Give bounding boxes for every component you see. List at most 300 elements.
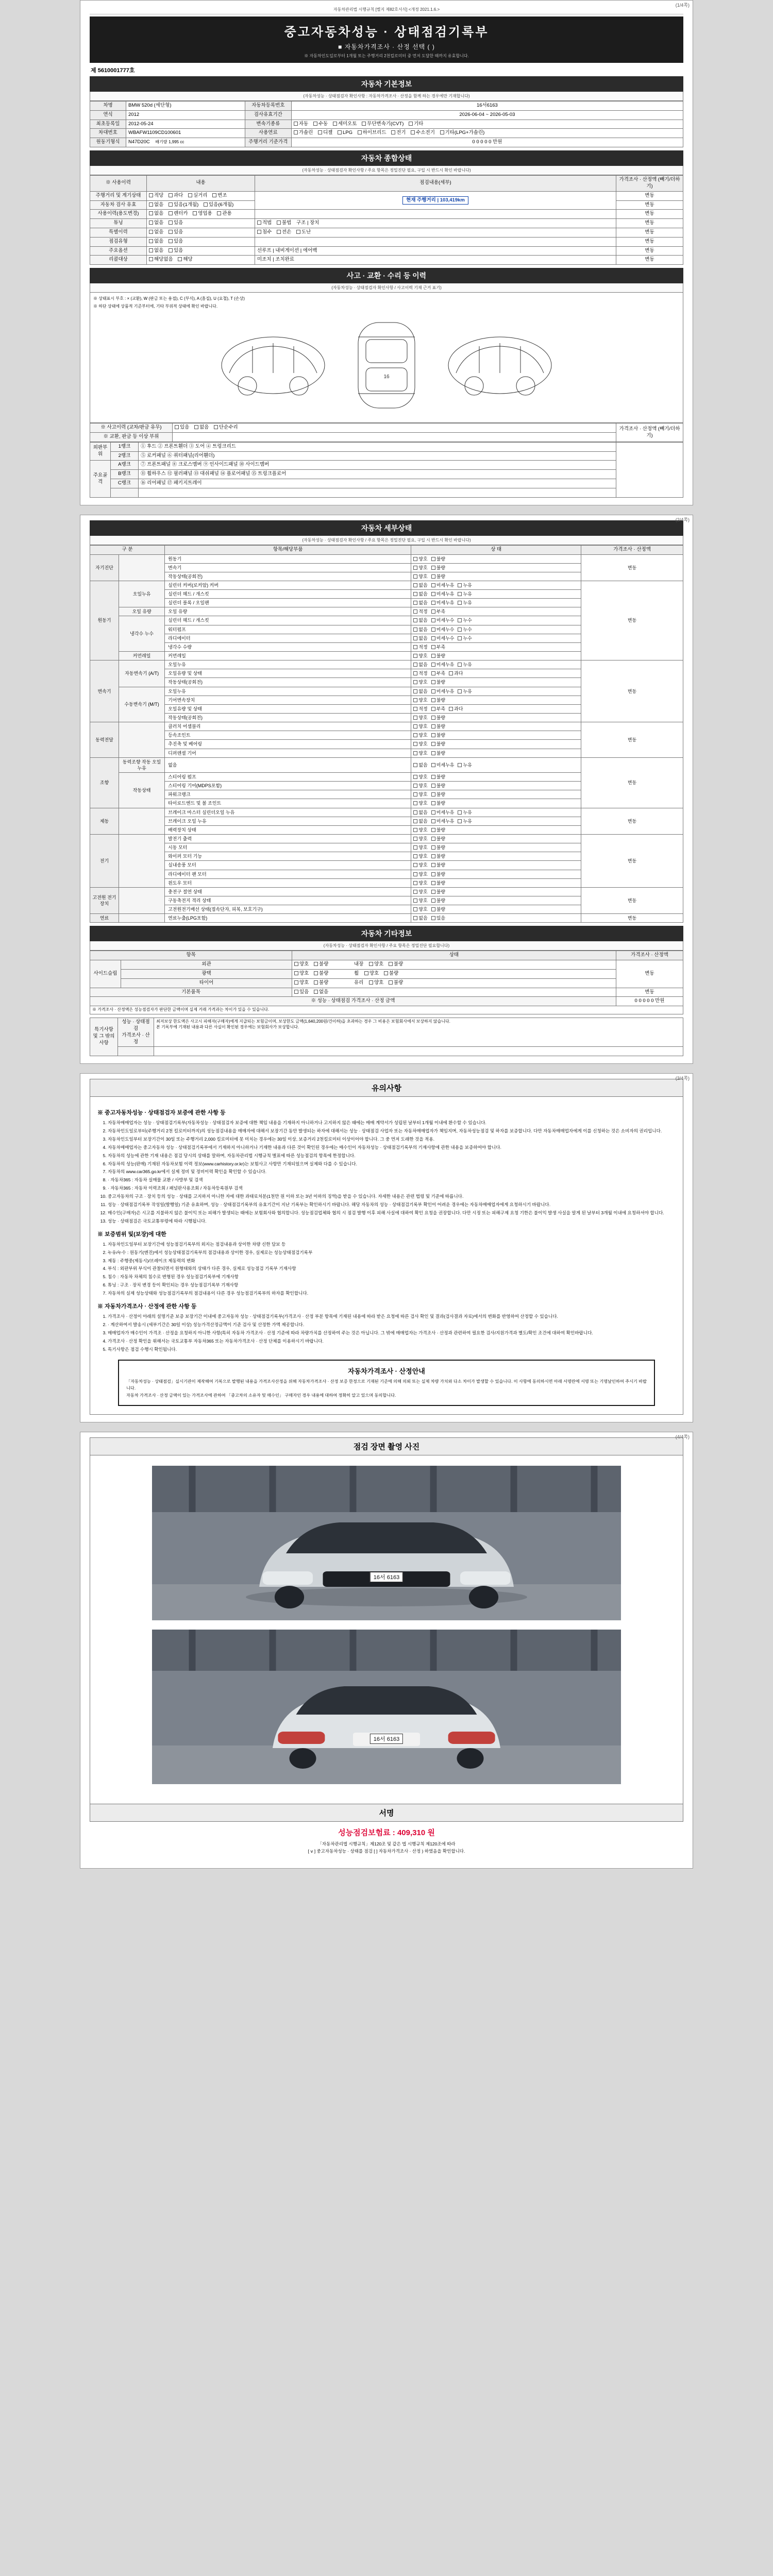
detail-item-options — [411, 808, 581, 817]
checkbox-option[interactable]: 하이브리드 — [358, 130, 386, 137]
checkbox-option[interactable]: 없음 — [413, 809, 427, 816]
notice-list-item: 4. 자동차매매업자는 중고자동차 성능 · 상태점검기록부에서 기재하지 아니하거나 기재한 내용과 다른 것이 확인된 경우에는 매수인이 자동차성능 · 상태점검기록부의 기재사항에 관한 내용을 보증하여야 합니다. — [108, 1144, 676, 1151]
checkbox-option[interactable]: 양호 — [413, 862, 427, 868]
price-adjust-note: 변동 — [616, 988, 683, 997]
notice-heading-1: ※ 중고자동차성능 · 상태점검자 보증에 관한 사항 등 — [97, 1110, 226, 1116]
table-row — [90, 554, 683, 563]
checkbox-option[interactable]: 없음 — [413, 582, 427, 588]
price-adjust-note: 변동 — [616, 191, 683, 200]
table-row — [90, 110, 683, 120]
detail-item-options — [411, 896, 581, 905]
table-row — [90, 1018, 683, 1047]
checkbox-option[interactable]: 양호 — [413, 836, 427, 842]
section-etc-note: (자동차성능 · 상태점검자 확인사항 / 주요 항목은 정밀진단 필요합니다) — [90, 941, 683, 951]
detail-item-label: 냉각수 수량 — [165, 642, 411, 651]
checkbox-option[interactable]: 불량 — [389, 961, 403, 968]
table-row — [90, 228, 683, 237]
field-value: WBAFW1109CD100601 — [126, 129, 245, 138]
checkbox-option[interactable]: 있음(6개월) — [204, 202, 233, 209]
checkbox-option[interactable]: 미세누유 — [431, 591, 455, 597]
detail-item-options — [411, 749, 581, 757]
checkbox-option[interactable]: 미세누수 — [431, 626, 455, 633]
checkbox-option[interactable]: 미세누유 — [431, 600, 455, 606]
checkbox-option[interactable]: 없음 — [413, 662, 427, 668]
table-row — [90, 808, 683, 817]
document-footer — [90, 1840, 683, 1861]
detail-item-options — [411, 642, 581, 651]
total-value: 0 0 0 0 0 만원 — [616, 997, 683, 1006]
checkbox-option[interactable]: 없음 — [149, 229, 163, 236]
checkbox-option[interactable]: 양호 — [413, 715, 427, 721]
checkbox-option[interactable]: 불량 — [431, 783, 445, 789]
row-options — [173, 423, 616, 433]
checkbox-option[interactable]: 가솔린 — [294, 130, 313, 137]
checkbox-option[interactable]: 없음 — [413, 818, 427, 824]
checkbox-option[interactable]: 있음 — [431, 915, 445, 921]
checkbox-option[interactable]: 불량 — [431, 791, 445, 798]
checkbox-option[interactable]: 양호 — [364, 971, 379, 977]
table-row — [90, 887, 683, 896]
price-adjust-note: 변동 — [581, 554, 683, 581]
detail-item-options — [411, 625, 581, 634]
table-row — [90, 479, 683, 488]
checkbox-option[interactable]: 양호 — [413, 880, 427, 886]
checkbox-option[interactable]: 양호 — [294, 961, 309, 968]
checkbox-option[interactable]: 해당없음 — [149, 257, 173, 263]
checkbox-option[interactable]: 불량 — [389, 980, 403, 987]
row-options — [147, 256, 255, 265]
checkbox-option[interactable]: 불량 — [431, 741, 445, 747]
checkbox-option[interactable]: 누유 — [458, 582, 472, 588]
checkbox-option[interactable]: 디젤 — [318, 130, 332, 137]
table-row — [90, 191, 683, 200]
checkbox-option[interactable]: 양호 — [413, 844, 427, 851]
field-label: 차명 — [90, 101, 126, 111]
detail-item-label: 연료누출(LPG포함) — [165, 914, 411, 923]
checkbox-option[interactable]: 전기 — [391, 130, 406, 137]
checkbox-option[interactable]: 불량 — [431, 565, 445, 571]
checkbox-option[interactable]: 관용 — [217, 211, 231, 217]
checkbox-option[interactable]: 양호 — [413, 741, 427, 747]
license-plate-front: 16서 6163 — [370, 1572, 403, 1582]
checkbox-option[interactable]: 양호 — [413, 800, 427, 806]
detail-item-options — [411, 669, 581, 678]
detail-item-options — [411, 678, 581, 687]
detail-item-options — [411, 835, 581, 843]
rank-label: 1랭크 — [111, 442, 139, 451]
checkbox-option[interactable]: 양호 — [294, 971, 309, 977]
checkbox-option[interactable]: 적법 — [257, 220, 272, 227]
checkbox-option[interactable]: 적당 — [149, 193, 163, 199]
row-options — [147, 200, 255, 210]
table-row — [90, 1047, 683, 1056]
checkbox-option[interactable]: 양호 — [413, 791, 427, 798]
rank-label — [111, 488, 139, 497]
notice-list-item: 5. 특기사항은 점검 수행시 확인됩니다. — [108, 1346, 676, 1353]
checkbox-option[interactable]: 없음 — [314, 989, 328, 996]
checkbox-option[interactable]: 미세누수 — [431, 635, 455, 641]
detail-group-label: 조향 — [90, 757, 119, 808]
accident-diagram-wrap — [90, 293, 683, 423]
section-basic-title: 자동차 기본정보 — [90, 76, 683, 92]
checkbox-option[interactable]: 불량 — [431, 889, 445, 895]
detail-item-label: 시동 모터 — [165, 843, 411, 852]
checkbox-option[interactable]: 미세누유 — [431, 582, 455, 588]
checkbox-option[interactable]: 불량 — [384, 971, 398, 977]
checkbox-option[interactable]: 있음 — [169, 220, 183, 227]
total-note: ※ 가격조사 · 산정액은 성능점검자가 판단한 금액이며 실제 거래 가격과는 차이가 있을 수 있습니다. — [90, 1006, 683, 1014]
detail-item-options — [411, 714, 581, 722]
checkbox-option[interactable]: 양호 — [413, 565, 427, 571]
detail-item-options — [411, 722, 581, 731]
col-header: 가격조사 · 산정액 (빼기/더하기) — [616, 176, 683, 192]
checkbox-option[interactable]: 없음 — [413, 626, 427, 633]
checkbox-option[interactable]: 양호 — [413, 774, 427, 780]
checkbox-option[interactable]: 불량 — [431, 723, 445, 730]
checkbox-option[interactable]: 영업용 — [193, 211, 212, 217]
detail-item-options — [411, 652, 581, 660]
table-row — [90, 451, 683, 461]
row-label: 튜닝 — [90, 219, 147, 228]
table-row — [90, 722, 683, 731]
table-row — [90, 246, 683, 256]
checkbox-option[interactable]: 양호 — [413, 697, 427, 703]
checkbox-option[interactable]: 누유 — [458, 591, 472, 597]
checkbox-option[interactable]: 양호 — [413, 573, 427, 580]
detail-item-options — [411, 782, 581, 790]
checkbox-option[interactable]: 미세누유 — [431, 688, 455, 694]
checkbox-option[interactable]: 수소전기 — [411, 130, 435, 137]
license-plate-rear: 16서 6163 — [370, 1734, 403, 1744]
checkbox-option[interactable]: 불량 — [431, 750, 445, 756]
row-label: 광택 — [121, 970, 292, 979]
notice-list-item: 3. 자동차인도일부터 보장기간이 30일 또는 주행거리 2,000 킬로미터에 못 미치는 경우에는 30일 이상, 보증거리 2천킬로미터 이상이어야 합니다. 그 중 먼저 도래한 것을 적용. — [108, 1136, 676, 1143]
checkbox-option[interactable]: 양호 — [413, 889, 427, 895]
checkbox-option[interactable]: 있음 — [169, 248, 183, 255]
detail-item-label: 충전구 절연 상태 — [165, 887, 411, 896]
table-row — [90, 960, 683, 970]
checkbox-option[interactable]: 누유 — [458, 809, 472, 816]
detail-item-label: 실린더 블록 / 오일팬 — [165, 599, 411, 607]
checkbox-option[interactable]: 있음 — [169, 229, 183, 236]
checkbox-option[interactable]: 단순수리 — [214, 425, 238, 431]
checkbox-option[interactable]: 없음 — [149, 220, 163, 227]
checkbox-option[interactable]: 과다 — [449, 706, 463, 712]
checkbox-option[interactable]: 없음 — [149, 248, 163, 255]
checkbox-option[interactable]: 양호 — [413, 871, 427, 877]
special-left-label-2 — [118, 1047, 154, 1056]
checkbox-option[interactable]: 불량 — [431, 573, 445, 580]
checkbox-option[interactable]: 불량 — [431, 679, 445, 685]
checkbox-option[interactable]: 없음 — [194, 425, 209, 431]
detail-item-options — [411, 599, 581, 607]
rank-parts: ① 후드 ② 프론트휀더 ③ 도어 ④ 트렁크리드 — [139, 442, 616, 451]
checkbox-option[interactable]: 없음 — [413, 635, 427, 641]
col-header: 항목 — [90, 951, 292, 960]
table-header-row — [90, 176, 683, 192]
checkbox-option[interactable]: 미세누유 — [431, 762, 455, 768]
checkbox-option[interactable]: 누유 — [458, 688, 472, 694]
checkbox-option[interactable]: 부족 — [431, 608, 445, 615]
rank-label: A랭크 — [111, 461, 139, 470]
col-header: 가격조사 · 산정액 — [616, 951, 683, 960]
checkbox-option[interactable]: 없음 — [413, 762, 427, 768]
field-value: 2012 — [126, 110, 245, 120]
checkbox-option[interactable]: 양호 — [413, 723, 427, 730]
accident-summary-table — [90, 423, 683, 442]
checkbox-option[interactable]: 렌터카 — [169, 211, 188, 217]
checkbox-option[interactable]: 누수 — [458, 626, 472, 633]
detail-item-label: 오일유량 및 상태 — [165, 704, 411, 713]
checkbox-option[interactable]: 실거리 — [188, 193, 208, 199]
checkbox-option[interactable]: 양호 — [294, 980, 309, 987]
checkbox-option[interactable]: 적정 — [413, 644, 427, 650]
detail-group-label: 연료 — [90, 914, 119, 923]
diagram-legend-2: ※ 하단 상태에 상품적 기준부터에, 기타 부위적 상태에 확인 바랍니다. — [93, 304, 218, 309]
checkbox-option[interactable]: 불량 — [431, 697, 445, 703]
checkbox-option[interactable]: 변조 — [212, 193, 227, 199]
table-row — [90, 461, 683, 470]
detail-item-options — [411, 790, 581, 799]
checkbox-option[interactable]: 없음 — [413, 617, 427, 623]
field-label: 연식 — [90, 110, 126, 120]
checkbox-option[interactable]: 양호 — [413, 556, 427, 562]
rank-parts — [139, 488, 616, 497]
checkbox-option[interactable]: 양호 — [413, 853, 427, 859]
detail-item-options — [411, 878, 581, 887]
detail-item-label: 라디에이터 팬 모터 — [165, 870, 411, 878]
checkbox-option[interactable]: 적정 — [413, 670, 427, 676]
checkbox-option[interactable]: 불량 — [431, 732, 445, 738]
table-row — [90, 423, 683, 433]
checkbox-option[interactable]: 양호 — [413, 897, 427, 904]
checkbox-option[interactable]: 불량 — [431, 853, 445, 859]
detail-item-options — [411, 687, 581, 696]
checkbox-option[interactable]: 불량 — [431, 862, 445, 868]
detail-subgroup-label — [119, 554, 165, 581]
special-left-label: 성능 · 상태점검 가격조사 · 산정 — [118, 1018, 154, 1047]
price-adjust-note: 변동 — [616, 200, 683, 210]
checkbox-option[interactable]: 미세누수 — [431, 617, 455, 623]
detail-table-body — [90, 554, 683, 923]
table-row — [90, 138, 683, 147]
checkbox-option[interactable]: 없음 — [413, 600, 427, 606]
checkbox-option[interactable]: 없음 — [413, 915, 427, 921]
checkbox-option[interactable]: 부족 — [431, 644, 445, 650]
table-row — [90, 660, 683, 669]
price-adjust-note: 변동 — [616, 219, 683, 228]
checkbox-option[interactable]: 불량 — [431, 880, 445, 886]
checkbox-option[interactable]: 양호 — [369, 980, 383, 987]
rank-label: 2랭크 — [111, 451, 139, 461]
checkbox-option[interactable]: 없음 — [149, 239, 163, 245]
checkbox-option[interactable]: 불량 — [431, 774, 445, 780]
page-4 — [80, 1432, 693, 1869]
checkbox-option[interactable]: 기타(LPG+가솔린) — [440, 130, 485, 137]
detail-item-label: 구동축전지 격리 상태 — [165, 896, 411, 905]
detail-item-label: 클러치 어셈블리 — [165, 722, 411, 731]
table-header-row — [90, 545, 683, 554]
row-label: 주행거리 및 계기상태 — [90, 191, 147, 200]
fee-value: 409,310 원 — [397, 1828, 435, 1838]
checkbox-option[interactable]: 없음 — [413, 688, 427, 694]
col-header: 가격조사 · 산정액 — [581, 545, 683, 554]
checkbox-option[interactable]: 불량 — [431, 556, 445, 562]
consent-text-2: 자동차 가격조사 · 산정 금액이 있는 가격조사에 관하여 「중고차의 소유자 및 매수인」 구매자인 경우 내용에 대하여 정확히 알고 있으며 동의합니다. — [126, 1393, 396, 1398]
checkbox-option[interactable]: 불량 — [431, 827, 445, 833]
checkbox-option[interactable]: 부족 — [431, 706, 445, 712]
checkbox-option[interactable]: 과다 — [169, 193, 183, 199]
page-1 — [80, 0, 693, 505]
checkbox-option[interactable]: 불법 — [277, 220, 291, 227]
checkbox-option[interactable]: 누유 — [458, 762, 472, 768]
checkbox-option[interactable]: 세미오토 — [333, 121, 357, 128]
detail-subgroup-label: 작동상태 — [119, 773, 165, 808]
checkbox-option[interactable]: 누유 — [458, 662, 472, 668]
checkbox-option[interactable]: 양호 — [413, 679, 427, 685]
signature-title: 서명 — [90, 1804, 683, 1822]
detail-item-options — [411, 757, 581, 772]
table-row — [90, 488, 683, 497]
notice-list-item: 6. 자동차의 성능(판매) 기재된 자동차보험 이력 정보(www.carhistory.or.kr)는 보험사고 사항만 기재되었으며 실제와 다를 수 있습니다. — [108, 1161, 676, 1167]
special-notes-label: 특기사항 및 그 밖의 사항 — [90, 1018, 118, 1056]
field-value-engine-type: N47D20C 배기량 1,995 cc — [126, 138, 245, 147]
row-options: 양호 불량 내장 양호 불량 — [292, 960, 616, 970]
field-label-displacement: 배기량 — [155, 140, 167, 145]
table-row — [90, 757, 683, 772]
checkbox-option[interactable]: 양호 — [413, 732, 427, 738]
field-value-transmission — [291, 120, 683, 129]
price-adjust-note: 변동 — [616, 237, 683, 246]
checkbox-option[interactable]: 불량 — [431, 844, 445, 851]
checkbox-option[interactable]: 누유 — [458, 600, 472, 606]
notice-list-item: 7. 자동차의 www.car365.go.kr에서 실제 정비 및 정비이력 확인을 확인할 수 있습니다. — [108, 1168, 676, 1175]
checkbox-option[interactable]: 불량 — [431, 715, 445, 721]
price-assessment-consent-box — [118, 1360, 655, 1406]
checkbox-option[interactable]: 불량 — [431, 897, 445, 904]
checkbox-option[interactable]: 양호 — [413, 750, 427, 756]
checkbox-option[interactable]: 불량 — [431, 800, 445, 806]
checkbox-option[interactable]: 양호 — [413, 783, 427, 789]
detail-subgroup-label: 오일누유 — [119, 581, 165, 607]
checkbox-option[interactable]: 과다 — [449, 670, 463, 676]
checkbox-option[interactable]: 침수 — [257, 229, 272, 236]
checkbox-option[interactable]: 해당 — [178, 257, 192, 263]
detail-subgroup-label — [119, 914, 165, 923]
checkbox-option[interactable]: 전손 — [277, 229, 291, 236]
detail-item-options — [411, 563, 581, 572]
detail-item-options — [411, 572, 581, 581]
checkbox-option[interactable]: 자동 — [294, 121, 308, 128]
checkbox-option[interactable]: 부족 — [431, 670, 445, 676]
detail-subgroup-label: 동력조향 작동 오일 누유 — [119, 757, 165, 772]
structure-rank-table — [90, 442, 683, 498]
row-options — [147, 219, 255, 228]
detail-item-label: 실린더 헤드 / 개스킷 — [165, 590, 411, 599]
checkbox-option[interactable]: 있음 — [294, 989, 309, 996]
notice-list-item: 5. 침수 : 자동차 차체의 침수로 변형된 경우 성능점검기록부에 기재사항 — [108, 1274, 676, 1280]
checkbox-option[interactable]: 수동 — [313, 121, 328, 128]
notice-list-item: 2. 누유/누수 : 원동기(엔진)에서 성능상태점검기록부의 점검내용과 상이한 경우, 실제로는 성능상태점검기록부 — [108, 1249, 676, 1256]
checkbox-option[interactable]: 양호 — [413, 827, 427, 833]
page-2 — [80, 515, 693, 1064]
document-subtitle: ■ 자동차가격조사 · 산정 선택 ( ) — [338, 43, 435, 50]
checkbox-option[interactable]: 적정 — [413, 608, 427, 615]
detail-item-label: 배력장치 상태 — [165, 825, 411, 834]
detail-item-options — [411, 590, 581, 599]
row-label: 주요옵션 — [90, 246, 147, 256]
field-label: 검사유효기간 — [245, 110, 291, 120]
checkbox-option[interactable]: 있음(1개월) — [169, 202, 198, 209]
table-row — [90, 978, 683, 988]
checkbox-option[interactable]: 기타 — [409, 121, 423, 128]
detail-subgroup-label: 냉각수 누수 — [119, 616, 165, 652]
table-row — [90, 997, 683, 1006]
detail-item-label: 오일유량 및 상태 — [165, 669, 411, 678]
detail-item-label: 작동상태(공회전) — [165, 714, 411, 722]
row-detail: 적법 불법 구조 | 장치 — [255, 219, 616, 228]
special-notes-table — [90, 1018, 683, 1056]
checkbox-option[interactable]: 불량 — [431, 653, 445, 659]
checkbox-option[interactable]: 미세누유 — [431, 818, 455, 824]
checkbox-option[interactable]: 양호 — [413, 906, 427, 912]
checkbox-option[interactable]: 미세누유 — [431, 809, 455, 816]
row-options — [147, 246, 255, 256]
checkbox-option[interactable]: 불량 — [314, 961, 328, 968]
checkbox-option[interactable]: 누수 — [458, 617, 472, 623]
section-accident-title: 사고 · 교환 · 수리 등 이력 — [90, 268, 683, 283]
detail-item-label: 고전원전기배선 상태(접속단자, 피복, 보호기구) — [165, 905, 411, 914]
checkbox-option[interactable]: 없음 — [413, 591, 427, 597]
checkbox-option[interactable]: 적정 — [413, 706, 427, 712]
notice-heading-3: ※ 자동차가격조사 · 산정에 관한 사항 등 — [97, 1303, 197, 1310]
detail-subgroup-label — [119, 835, 165, 888]
notice-list-item: 12. 매수인(구매자)은 시고를 지불하지 않은 불이익 또는 피해가 발생되는 때에는 보험회사와 협의합니다. 성능점검업체와 협의 시 점검 발행 이후 피해 사실에 대하여 확인 요청을 권장합니다. 다만 시정 또는 피해구제 요청 기한은 불이익 발생 사실을 알게 된 날부터 3개월 이내에 요청하셔야 합니다. — [108, 1210, 676, 1216]
detail-item-label: 실린더 헤드 / 개스킷 — [165, 616, 411, 625]
checkbox-option[interactable]: 있음 — [169, 239, 183, 245]
checkbox-option[interactable]: 누유 — [458, 818, 472, 824]
detail-item-label: 브레이크 마스터 실린더오일 누유 — [165, 808, 411, 817]
checkbox-option[interactable]: 불량 — [431, 871, 445, 877]
checkbox-option[interactable]: 없음 — [149, 202, 163, 209]
checkbox-option[interactable]: 없음 — [149, 211, 163, 217]
checkbox-option[interactable]: 미세누유 — [431, 662, 455, 668]
checkbox-option[interactable]: 양호 — [413, 653, 427, 659]
detail-item-label: 디퍼렌셜 기어 — [165, 749, 411, 757]
notice-list-item: 1. 자동차인도일부터 보장기간에 성능점검기록부의 외지는 점검내용과 상이한 차량 신한 담보 등 — [108, 1241, 676, 1248]
checkbox-option[interactable]: 불량 — [431, 836, 445, 842]
row-detail: 선루프 | 내비게이션 | 에어백 — [255, 246, 616, 256]
checkbox-option[interactable]: 도난 — [296, 229, 311, 236]
notice-list-item: 7. 자동차의 실제 성능상태와 성능점검기록부의 점검내용이 다른 경우 성능점검기록부의 하자를 확인합니다. — [108, 1290, 676, 1297]
detail-item-options — [411, 773, 581, 782]
checkbox-option[interactable]: 불량 — [314, 980, 328, 987]
checkbox-option[interactable]: 무단변속기(CVT) — [362, 121, 404, 128]
detail-item-label: 실내송풍 모터 — [165, 861, 411, 870]
row-label: 타이어 — [121, 978, 292, 988]
notice-list-1 — [97, 1120, 676, 1225]
detail-item-options — [411, 607, 581, 616]
checkbox-option[interactable]: 불량 — [314, 971, 328, 977]
checkbox-option[interactable]: 양호 — [369, 961, 383, 968]
mileage-highlight-cell — [255, 191, 616, 210]
checkbox-option[interactable]: LPG — [338, 130, 352, 137]
notice-list-item: 3. 매매업자가 매수인이 가격조 · 산정을 요청하지 아니한 사항(특히 자동차 가격조사 · 산정 기준에 따라 차량가치를 산정하여 주는 것은 아닙니다. 그 밖에 매매업자는 가격조사 · 산정과 관련하여 필요한 검사/지원가격과 별도/확인 조건에 대하여 확인바랍니다. — [108, 1330, 676, 1336]
notice-body — [90, 1097, 683, 1415]
checkbox-option[interactable]: 있음 — [175, 425, 189, 431]
checkbox-option[interactable]: 불량 — [431, 906, 445, 912]
checkbox-option[interactable]: 누수 — [458, 635, 472, 641]
